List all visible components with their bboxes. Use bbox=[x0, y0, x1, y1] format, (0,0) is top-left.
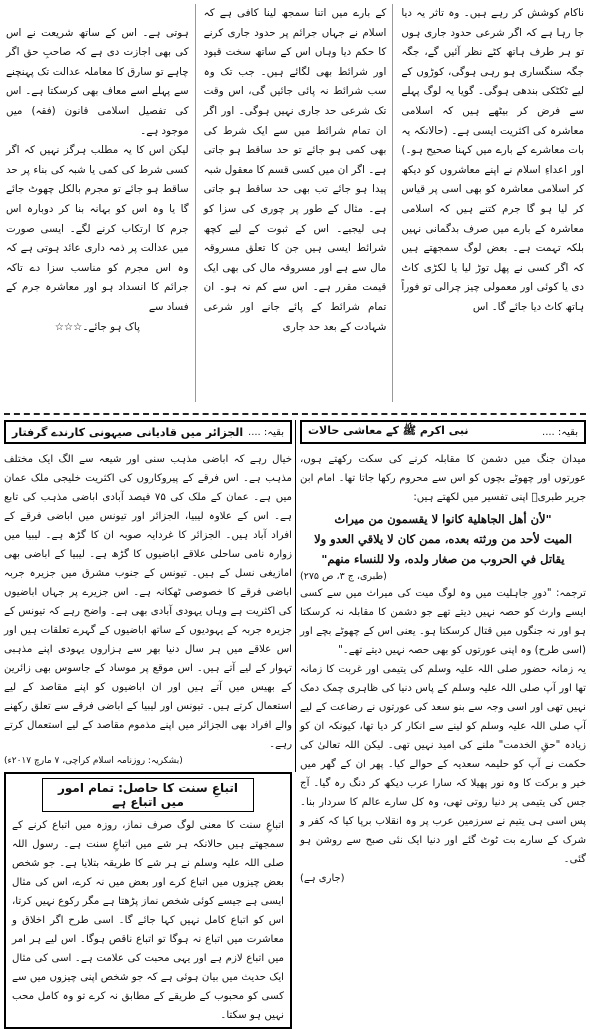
article-paragraph: میدان جنگ میں دشمن کا مقابلہ کرنے کی سکت رکھتے ہوں، عورتوں اور چھوٹے بچوں کو اس سے محروم رکھا جاتا تھا۔ امام ابن جریر طبریؒ اپنی تفسیر میں لکھتے ہیں: bbox=[300, 454, 586, 503]
article-title: نبی اکرم ﷺ کے معاشی حالات bbox=[308, 424, 469, 437]
upper-column-left-text: ہوتی ہے۔ اس کے ساتھ شریعت نے اس کی بھی اجازت دی ہے کہ صاحبِ حق اگر چاہے تو سارق کا معاملہ عدالت تک پہنچنے سے پہلے اسے معاف بھی کرسکتا ہے۔ اس کی تفصیل اسلامی قانون (فقہ) میں موجود ہے۔ لیکن اس کا یہ مطلب ہرگز نہیں کہ اگر کسی شرط کی کمی یا شبہ کی بناء پر حد ساقط ہو جائے تو مجرم بالکل چھوٹ جائے گا یا وہ اس کو بہانہ بنا کر دوبارہ اس جرم کا ارتکاب کرنے لگے۔ ایسی صورت میں عدالت پر ذمہ داری عائد ہوتی ہے کہ وہ اس مجرم کو مناسب سزا دے تاکہ جرائم کا انسداد ہو اور معاشرہ جرم کے فساد سے bbox=[5, 26, 189, 313]
continued-label: (جاری ہے) bbox=[300, 873, 345, 884]
header-prefix: بقیہ: .... bbox=[542, 426, 578, 438]
upper-column-left bbox=[6, 4, 196, 402]
sunnah-section-box bbox=[4, 772, 292, 1029]
article-paragraph: خیال رہے کہ اباضی مذہب سنی اور شیعہ سے الگ ایک مختلف مذہب ہے۔ اس فرقے کے پیروکاروں کی اکثریت خلیجی ملک عمان میں ہے۔ عمان کے ملک کی ۷۵ فیصد آبادی اباضی مذہب کی تابع ہے۔ اس کے علاوہ لیبیا، الجزائر اور تیونس میں اباضی فرقے کے افراد آباد ہیں۔ الجزائر کا غردایہ صوبہ ان کا گڑھ ہے۔ لیبیا میں زوارہ نامی ساحلی علاقے اباضیوں کا گڑھ ہے۔ لیبیا کے اباضی بھی امازیغی نسل کے ہیں۔ تیونس کے جنوب مشرق میں جزیرہ جربہ اباضی فرقے کا خصوصی ٹھکانہ ہے۔ اس جزیرے پر جہاں اباضیوں کی اکثریت ہے وہاں یہودی آبادی بھی ہے۔ واضح رہے کہ تیونس کے جزیرہ جربہ کے یہودیوں کے ساتھ اباضیوں کے گہرے تعلقات ہیں اور اس علاقے میں ہر سال دنیا بھر سے ہزاروں یہودی اپنے مذہبی تہوار کے لیے آتے ہیں۔ اس موقع پر موساد کے جاسوس بھی زائرین کے بھیس میں آتے ہیں اور ان اباضیوں کو اپنے مقاصد کے لیے استعمال کرتے ہیں۔ تیونس اور لیبیا کے اباضی فرقے سے تعلق رکھنے والے افراد بھی الجزائر میں اپنے مذموم مقاصد کے لیے استعمال کرتے رہے۔ bbox=[4, 454, 292, 750]
source-reference: (بشکریہ: روزنامہ اسلام کراچی، ۷ مارچ ۲۰۱۷ء) bbox=[4, 756, 183, 766]
upper-column-middle: کے بارے میں اتنا سمجھ لینا کافی ہے کہ اسلام نے جہاں جرائم پر حدود جاری کرنے کا حکم دیا وہاں اس کے ساتھ سخت قیود اور شرائط بھی لگائے ہیں۔ جب تک وہ سب شرائط نہ پائی جائیں گی، اس وقت تک شرعی حد جاری نہیں ہوگی۔ اور اگر ان تمام شرائط میں سے ایک شرط کی بھی کمی ہو جائے تو حد ساقط ہو جاتی ہے۔ اگر ان میں کسی قسم کا معقول شبہ پیدا ہو جائے تب بھی حد ساقط ہو جاتی ہے۔ مثال کے طور پر چوری کی سزا کو ہی لیجیے۔ اس کے ثبوت کے لیے کچھ شرائط ایسی ہیں جن کا تعلق مسروقہ مال سے ہے اور مسروقہ مال کی بھی ایک قیمت مقرر ہے۔ اس سے کم نہ ہو۔ ان تمام شرائط کے پائے جانے اور شرعی شہادت کے بعد حد جاری bbox=[204, 4, 394, 402]
section-title: اتباعِ سنت کا حاصل: تمام امور میں اتباع ہے bbox=[42, 778, 254, 812]
upper-article bbox=[6, 4, 584, 402]
dashed-divider bbox=[4, 413, 586, 415]
article-header-box bbox=[300, 420, 586, 444]
column-divider bbox=[295, 420, 296, 772]
header-prefix: بقیہ: .... bbox=[248, 426, 284, 438]
section-paragraph: اتباعِ سنت کا معنی لوگ صرف نماز، روزہ میں اتباع کرنے کے سمجھتے ہیں حالانکہ ہر شے میں اتباعِ سنت ہے۔ رسول اللہ صلی اللہ علیہ وسلم نے ہر شے کا طریقہ بتلایا ہے۔ جو شخص بعض چیزوں میں اتباع کرے اور بعض میں نہ کرے، اس کی مثال ایسی ہے جیسے کوئی شخص نماز پڑھتا ہے مگر رکوع نہیں کرتا، اس کو اتباع کامل نہیں کہا جائے گا۔ اسی طرح اگر اخلاق و معاشرت میں اتباع نہ ہوگا تو اتباع ناقص ہوگا۔ اس لیے ہر امر میں اتباع لازم ہے اور یہی محبت کی علامت ہے۔ اسی کی مثال ایک حدیث میں بیان ہوئی ہے کہ جو شخص اپنی چیزوں میں سے کسی کو محبوب کے طریقے کے مطابق نہ کرے تو وہ کامل محب نہیں ہو سکتا۔ bbox=[12, 820, 284, 1021]
article-title: الجزائر میں قادیانی صیہونی کارندے گرفتار bbox=[12, 425, 244, 439]
upper-column-right: ناکام کوشش کر رہے ہیں۔ وہ تاثر یہ دیا جا رہا ہے کہ اگر شرعی حدود جاری ہوں تو ہر طرف ہاتھ کٹے نظر آئیں گے، جگہ جگہ سنگساری ہو رہی ہوگی، کوڑوں کے لیے ٹکٹکی بندھی ہوگی۔ گویا یہ لوگ پہلے سے فرض کر بیٹھے ہیں کہ اسلامی معاشرہ کی اکثریت ایسی ہے۔ (حالانکہ یہ بات معاشرے کے بارے میں کہنا صحیح ہو۔) اور اعداءِ اسلام نے اپنے معاشروں کو دیکھ کر اسلامی معاشرہ کو بھی اسی پر قیاس کر لیا ہو گا جرم کتنے ہیں کہ اسلامی معاشرہ کے بارے میں صرف بدگمانی نہیں بلکہ تہمت ہے۔ بعض لوگ سمجھتے ہیں کہ اگر کسی نے پھل توڑ لیا یا لکڑی کاٹ دی یا کوئی اور معمولی چیز چرالی تو فوراً ہاتھ کاٹ دیا جائے گا۔ اس bbox=[401, 7, 584, 313]
arabic-quote: "لأن أهل الجاهلية كانوا لا يقسمون من ميراث الميت لأحد من ورثته بعده، ممن كان لا يلاقي العدو ولا يقاتل في الحروب من صغار ولده، ولا للنساء منهم" bbox=[314, 512, 572, 566]
article-header-box bbox=[4, 420, 292, 444]
article-paragraph: ترجمہ: "دورِ جاہلیت میں وہ لوگ میت کی میراث میں سے کسی ایسے وارث کو حصہ نہیں دیتے تھے جو دشمن کا مقابلہ نہ کرسکتا ہو اور نہ جنگوں میں قتال کرسکتا ہو۔ یعنی اس کے چھوٹے بچے اور (اسی طرح) وہ اپنی عورتوں کو بھی حصہ نہیں دیتے تھے۔" یہ زمانہ حضور صلی اللہ علیہ وسلم کی یتیمی اور غربت کا زمانہ تھا اور آپ صلی اللہ علیہ وسلم کے پاس دنیا کی ظاہری چمک دمک نہیں تھی اور اسی وجہ سے بنو سعد کی عورتوں نے رضاعت کے لیے آپ صلی اللہ علیہ وسلم کو لینے سے انکار کر دیا تھا، کیونکہ ان کو زیادہ "حقِ الخدمت" ملنے کی امید نہیں تھی۔ لیکن اللہ تعالیٰ کی حکمت نے آپ کو حلیمہ سعدیہ کے حوالے کیا۔ پھر ان کے گھر میں خیر و برکت کا وہ نور پھیلا کہ سارا عرب دیکھ کر دنگ رہ گیا۔ آج جس کی یتیمی پر دنیا روتی تھی، وہ کل سارے عالم کا سردار بنا۔ پس اسی ہی یتیم نے سرزمین عرب پر وہ انقلاب برپا کیا کہ کفر و شرک کے سارے بت ٹوٹ گئے اور دنیا ایک نئی صبح سے روشن ہو گئی۔ bbox=[300, 588, 586, 865]
algeria-article bbox=[4, 420, 292, 1021]
article-end-line: پاک ہو جائے۔☆☆☆ bbox=[54, 320, 140, 333]
prophet-economic-article bbox=[300, 420, 586, 884]
quote-reference: (طبری، ج ۳، ص ۲۷۵) bbox=[300, 571, 387, 582]
